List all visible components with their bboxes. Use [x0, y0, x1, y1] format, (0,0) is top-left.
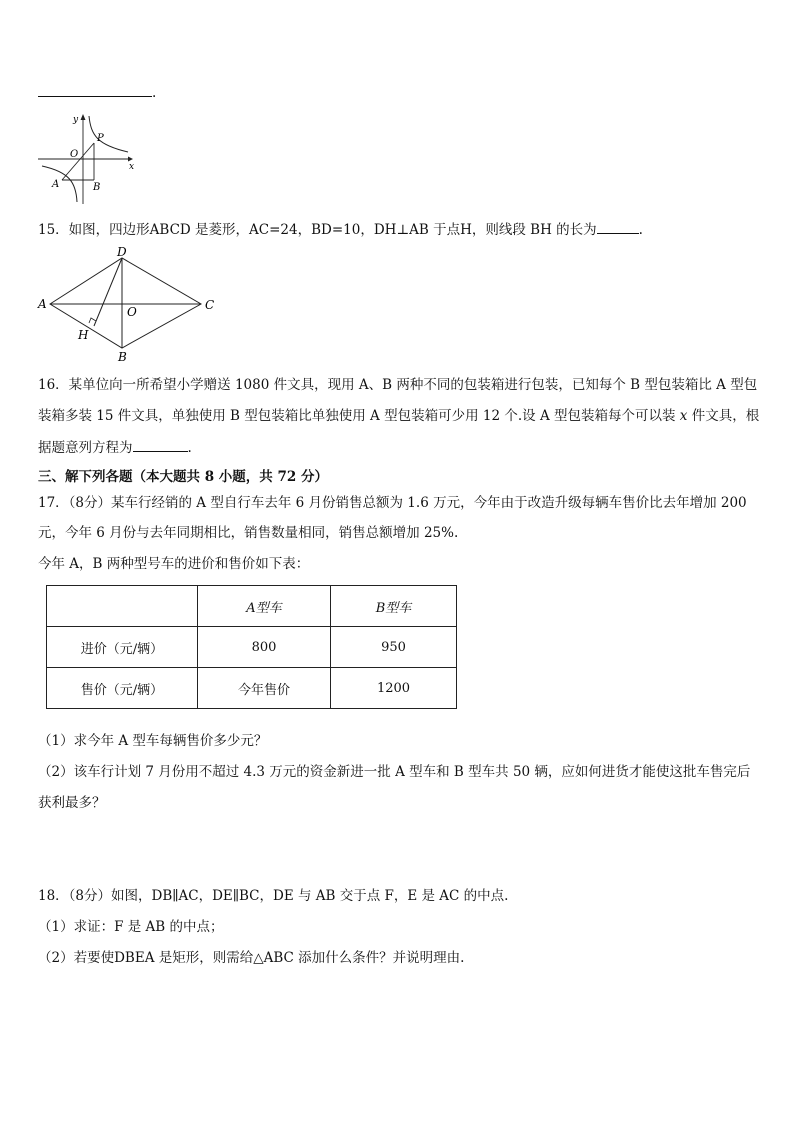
segment-dh [94, 258, 122, 326]
q17-sub-2-line-1: （2）该车行计划 7 月份用不超过 4.3 万元的资金新进一批 A 型车和 B 型车共 50 辆，应如何进货才能使这批车售完后 [38, 764, 751, 780]
table-cell-purchase-label: 进价（元/辆） [47, 627, 198, 668]
q14-graph [36, 112, 136, 204]
q17-sub-2-line-2: 获利最多？ [38, 795, 106, 811]
q15-answer-blank[interactable] [597, 219, 639, 234]
x-axis-arrow [128, 157, 133, 162]
table-cell-sale-b: 1200 [331, 668, 457, 709]
table-header-b: B型车 [331, 586, 457, 627]
table-row [47, 668, 457, 709]
q16-prompt: 据题意列方程为 [38, 440, 133, 456]
q16-line-2-tail: 件文具，根 [691, 408, 760, 424]
label-o: O [127, 305, 137, 319]
price-table [46, 585, 457, 709]
q16-variable-x: x [679, 408, 688, 424]
q16-line-3 [38, 436, 192, 456]
label-h: H [78, 328, 89, 342]
q18-line-1: 18．（8分）如图，DB∥AC，DE∥BC，DE 与 AB 交于点 F，E 是 AC 的中点. [38, 888, 509, 904]
q17-sub-1: （1）求今年 A 型车每辆售价多少元？ [38, 733, 268, 749]
right-angle-mark [89, 318, 96, 323]
label-d: D [117, 245, 127, 259]
label-o: O [70, 149, 79, 160]
q14-period: . [152, 85, 157, 101]
q17-line-2: 元，今年 6 月份与去年同期相比，销售数量相同，销售总额增加 25%. [38, 525, 459, 541]
table-header-row [47, 586, 457, 627]
table-cell-purchase-b: 950 [331, 627, 457, 668]
table-cell-purchase-a: 800 [198, 627, 331, 668]
rhombus-abcd [50, 258, 201, 348]
label-b: B [118, 350, 127, 362]
q14-answer-line [38, 82, 156, 101]
table-cell-sale-label: 售价（元/辆） [47, 668, 198, 709]
hyperbola-branch-1 [89, 116, 128, 152]
q16-line-1: 16．某单位向一所希望小学赠送 1080 件文具，现用 A、B 两种不同的包装箱进行包装，已知每个 B 型包装箱比 A 型包 [38, 377, 758, 393]
y-axis-arrow [81, 114, 86, 120]
q15-statement: 15．如图，四边形ABCD 是菱形，AC=24，BD=10，DH⊥AB 于点H，则线段 BH 的长为 [38, 222, 597, 238]
q18-sub-2: （2）若要使DBEA 是矩形，则需给△ABC 添加什么条件？并说明理由. [38, 950, 465, 966]
label-a: A [38, 297, 47, 311]
q15-period: . [638, 222, 643, 238]
q15-text [38, 218, 643, 238]
table-row [47, 627, 457, 668]
label-a: A [52, 179, 60, 190]
q17-line-3: 今年 A，B 两种型号车的进价和售价如下表： [38, 556, 310, 572]
label-p: P [97, 133, 104, 144]
q16-answer-blank[interactable] [133, 437, 188, 452]
q14-answer-blank[interactable] [38, 82, 152, 97]
table-cell-sale-a: 今年售价 [198, 668, 331, 709]
label-x: x [129, 162, 135, 172]
table-header-a: A型车 [198, 586, 331, 627]
section-3-heading: 三、解下列各题（本大题共 8 小题，共 72 分） [38, 469, 328, 485]
label-c: C [205, 298, 215, 312]
q15-rhombus-figure [34, 244, 224, 362]
hyperbola-branch-2 [42, 166, 77, 202]
q16-period: . [187, 440, 192, 456]
q17-line-1: 17．（8分）某车行经销的 A 型自行车去年 6 月份销售总额为 1.6 万元，今年由于改造升级每辆车售价比去年增加 200 [38, 495, 747, 511]
q16-line-2 [38, 404, 759, 424]
table-header-cell [47, 586, 198, 627]
q16-line-2-text: 装箱多装 15 件文具，单独使用 B 型包装箱比单独使用 A 型包装箱可少用 12 个.设 A 型包装箱每个可以装 [38, 408, 676, 424]
label-y: y [73, 115, 79, 125]
q18-sub-1: （1）求证：F 是 AB 的中点； [38, 919, 224, 935]
label-b: B [93, 182, 101, 193]
